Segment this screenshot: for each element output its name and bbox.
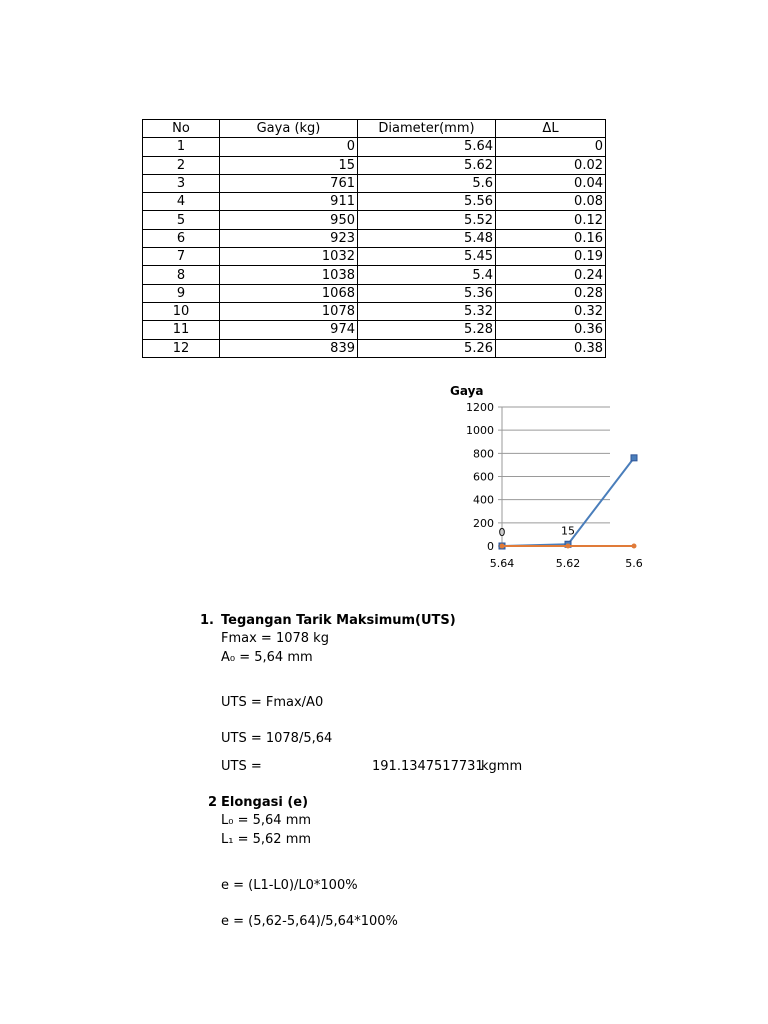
cell-diameter: 5.62 (358, 156, 496, 174)
series-point (631, 455, 637, 461)
gaya-chart (440, 380, 643, 580)
cell-gaya: 0 (220, 138, 358, 156)
cell-no: 9 (143, 284, 220, 302)
cell-delta-l: 0.08 (496, 193, 606, 211)
header-no: No (143, 120, 220, 138)
table-row (143, 193, 606, 211)
cell-gaya: 1038 (220, 266, 358, 284)
table-row (143, 156, 606, 174)
uts-formula: UTS = Fmax/A0 (221, 695, 324, 710)
cell-no: 1 (143, 138, 220, 156)
cell-delta-l: 0.38 (496, 339, 606, 357)
cell-diameter: 5.26 (358, 339, 496, 357)
series-point (500, 544, 505, 549)
table-row (143, 248, 606, 266)
fmax-line: Fmax = 1078 kg (221, 631, 329, 646)
x-tick-label: 5.6 (625, 557, 643, 570)
x-tick-label: 5.62 (555, 557, 581, 570)
cell-no: 10 (143, 302, 220, 320)
a0-line: A₀ = 5,64 mm (221, 650, 313, 665)
cell-delta-l: 0.04 (496, 174, 606, 192)
cell-no: 3 (143, 174, 220, 192)
cell-no: 5 (143, 211, 220, 229)
cell-diameter: 5.48 (358, 229, 496, 247)
cell-no: 7 (143, 248, 220, 266)
y-tick-label: 0 (487, 540, 494, 553)
cell-diameter: 5.4 (358, 266, 496, 284)
data-label: 15 (561, 524, 575, 538)
cell-diameter: 5.45 (358, 248, 496, 266)
table-row (143, 211, 606, 229)
uts-result-unit: kgmm (481, 759, 523, 774)
cell-no: 4 (143, 193, 220, 211)
header-diameter: Diameter(mm) (358, 120, 496, 138)
cell-delta-l: 0.16 (496, 229, 606, 247)
cell-gaya: 761 (220, 174, 358, 192)
cell-delta-l: 0.02 (496, 156, 606, 174)
cell-diameter: 5.56 (358, 193, 496, 211)
section1-number: 1. (200, 613, 214, 628)
y-tick-label: 600 (473, 470, 494, 484)
y-tick-label: 400 (473, 493, 494, 507)
header-gaya: Gaya (kg) (220, 120, 358, 138)
cell-gaya: 950 (220, 211, 358, 229)
cell-no: 11 (143, 321, 220, 339)
cell-delta-l: 0.12 (496, 211, 606, 229)
uts-result-label: UTS = (221, 759, 262, 774)
table-header-row (143, 120, 606, 138)
elongation-formula: e = (L1-L0)/L0*100% (221, 878, 358, 893)
table-row (143, 266, 606, 284)
header-delta-l: ΔL (496, 120, 606, 138)
cell-gaya: 1032 (220, 248, 358, 266)
section1-title: Tegangan Tarik Maksimum(UTS) (221, 613, 456, 628)
cell-gaya: 839 (220, 339, 358, 357)
cell-no: 6 (143, 229, 220, 247)
table-row (143, 138, 606, 156)
table-row (143, 174, 606, 192)
section2-number: 2 (208, 795, 218, 810)
cell-gaya: 911 (220, 193, 358, 211)
cell-diameter: 5.52 (358, 211, 496, 229)
table-row (143, 321, 606, 339)
y-tick-label: 1200 (466, 401, 494, 414)
table-row (143, 284, 606, 302)
cell-no: 12 (143, 339, 220, 357)
cell-gaya: 974 (220, 321, 358, 339)
cell-diameter: 5.64 (358, 138, 496, 156)
cell-delta-l: 0.32 (496, 302, 606, 320)
cell-diameter: 5.6 (358, 174, 496, 192)
table-row (143, 302, 606, 320)
cell-no: 8 (143, 266, 220, 284)
l1-line: L₁ = 5,62 mm (221, 832, 312, 847)
cell-delta-l: 0.19 (496, 248, 606, 266)
x-tick-label: 5.64 (489, 557, 515, 570)
chart-svg (440, 380, 643, 580)
data-label: 0 (498, 526, 506, 539)
elongation-substitution: e = (5,62-5,64)/5,64*100% (221, 914, 398, 929)
y-tick-label: 800 (473, 447, 494, 461)
series-point (632, 543, 637, 548)
uts-result-value: 191.1347517731 (372, 759, 484, 774)
cell-gaya: 15 (220, 156, 358, 174)
cell-no: 2 (143, 156, 220, 174)
cell-delta-l: 0 (496, 138, 606, 156)
cell-gaya: 1068 (220, 284, 358, 302)
table-row (143, 229, 606, 247)
chart-title: Gaya (450, 384, 484, 398)
table-row (143, 339, 606, 357)
data-table (142, 119, 606, 358)
cell-gaya: 1078 (220, 302, 358, 320)
y-tick-label: 200 (473, 516, 494, 530)
cell-delta-l: 0.36 (496, 321, 606, 339)
cell-diameter: 5.28 (358, 321, 496, 339)
cell-delta-l: 0.24 (496, 266, 606, 284)
section2-title: Elongasi (e) (221, 795, 309, 810)
l0-line: L₀ = 5,64 mm (221, 813, 312, 828)
uts-substitution: UTS = 1078/5,64 (221, 731, 333, 746)
series-point (566, 543, 571, 548)
cell-diameter: 5.36 (358, 284, 496, 302)
cell-gaya: 923 (220, 229, 358, 247)
table-body (143, 138, 606, 358)
y-tick-label: 1000 (466, 424, 494, 438)
cell-delta-l: 0.28 (496, 284, 606, 302)
cell-diameter: 5.32 (358, 302, 496, 320)
